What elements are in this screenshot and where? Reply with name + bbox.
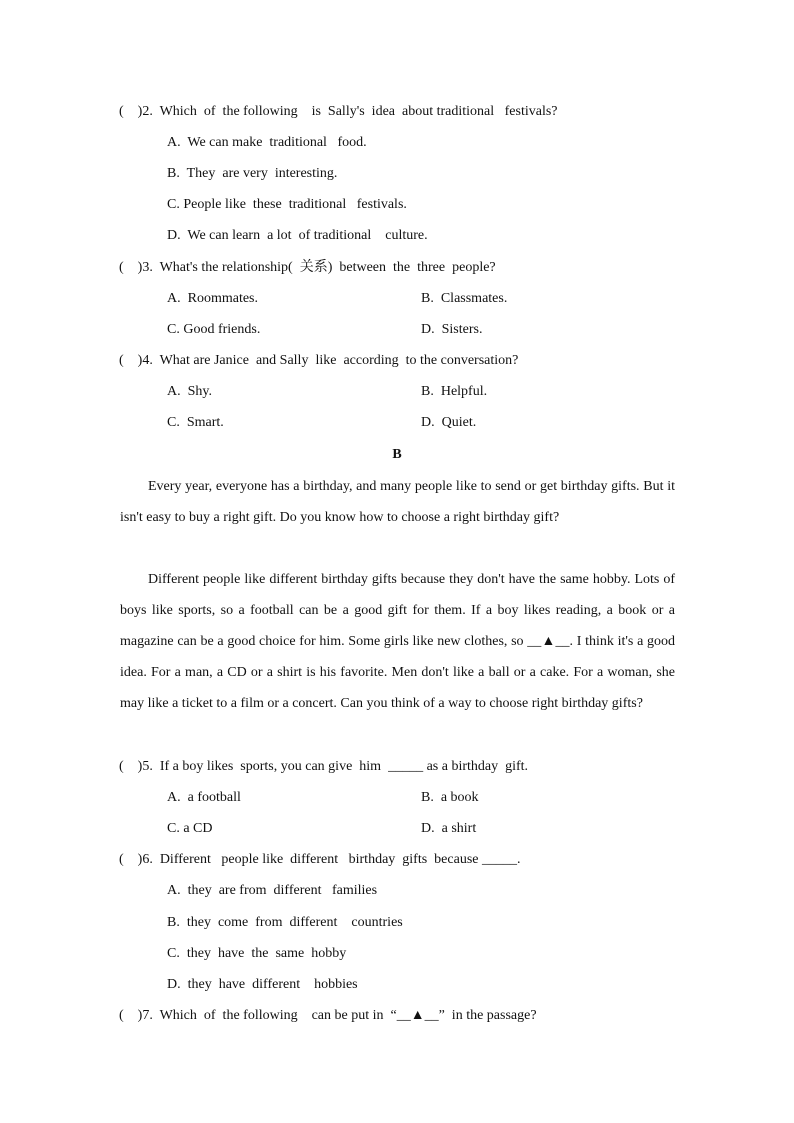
- question-3-option-a: A. Roommates.: [167, 291, 258, 306]
- question-2-option-c: C. People like these traditional festivals.: [167, 197, 407, 212]
- question-5-option-a: A. a football: [167, 790, 241, 805]
- question-5-option-b: B. a book: [421, 790, 479, 805]
- question-4-option-b: B. Helpful.: [421, 384, 488, 399]
- question-2-option-d: D. We can learn a lot of traditional culture.: [167, 228, 428, 243]
- question-4-option-d: D. Quiet.: [421, 415, 477, 430]
- question-3-stem: ( )3. What's the relationship( 关系) between the three people?: [119, 260, 496, 275]
- question-6-option-b: B. they come from different countries: [167, 915, 403, 930]
- question-2-option-a: A. We can make traditional food.: [167, 135, 367, 150]
- question-5-option-d: D. a shirt: [421, 821, 477, 836]
- question-2-stem: ( )2. Which of the following is Sally's idea about traditional festivals?: [119, 104, 558, 119]
- question-4-option-a: A. Shy.: [167, 384, 212, 399]
- passage-paragraph-1: [120, 471, 675, 533]
- question-5-option-c: C. a CD: [167, 821, 213, 836]
- question-6-stem: ( )6. Different people like different birthday gifts because _____.: [119, 852, 521, 867]
- question-4-option-c: C. Smart.: [167, 415, 224, 430]
- question-3-option-c: C. Good friends.: [167, 322, 261, 337]
- question-2-option-b: B. They are very interesting.: [167, 166, 338, 181]
- question-7-stem: ( )7. Which of the following can be put in “__▲__” in the passage?: [119, 1008, 537, 1023]
- section-b-heading: B: [392, 447, 402, 462]
- question-6-option-c: C. they have the same hobby: [167, 946, 347, 961]
- passage-paragraph-1-text: Every year, everyone has a birthday, and many people like to send or get birthday gifts. But it isn't easy to buy a right gift. Do you know how to choose a right birthday gift?: [120, 479, 675, 525]
- question-4-stem: ( )4. What are Janice and Sally like according to the conversation?: [119, 353, 519, 368]
- question-3-option-b: B. Classmates.: [421, 291, 508, 306]
- passage-paragraph-2: [120, 564, 675, 719]
- question-3-option-d: D. Sisters.: [421, 322, 483, 337]
- question-6-option-a: A. they are from different families: [167, 883, 378, 898]
- question-6-option-d: D. they have different hobbies: [167, 977, 358, 992]
- question-5-stem: ( )5. If a boy likes sports, you can give him _____ as a birthday gift.: [119, 759, 529, 774]
- passage-paragraph-2-text: Different people like different birthday gifts because they don't have the same hobby. Lots of boys like sports, so a football can be a good gift for them. If a boy likes reading, a book or a magazine can be a good choice for him. Some girls like new clothes, so __▲__. I think it's a good idea. For a man, a CD or a shirt is his favorite. Men don't like a ball or a cake. For a woman, she may like a ticket to a film or a concert. Can you think of a way to choose right birthday gifts?: [120, 572, 675, 711]
